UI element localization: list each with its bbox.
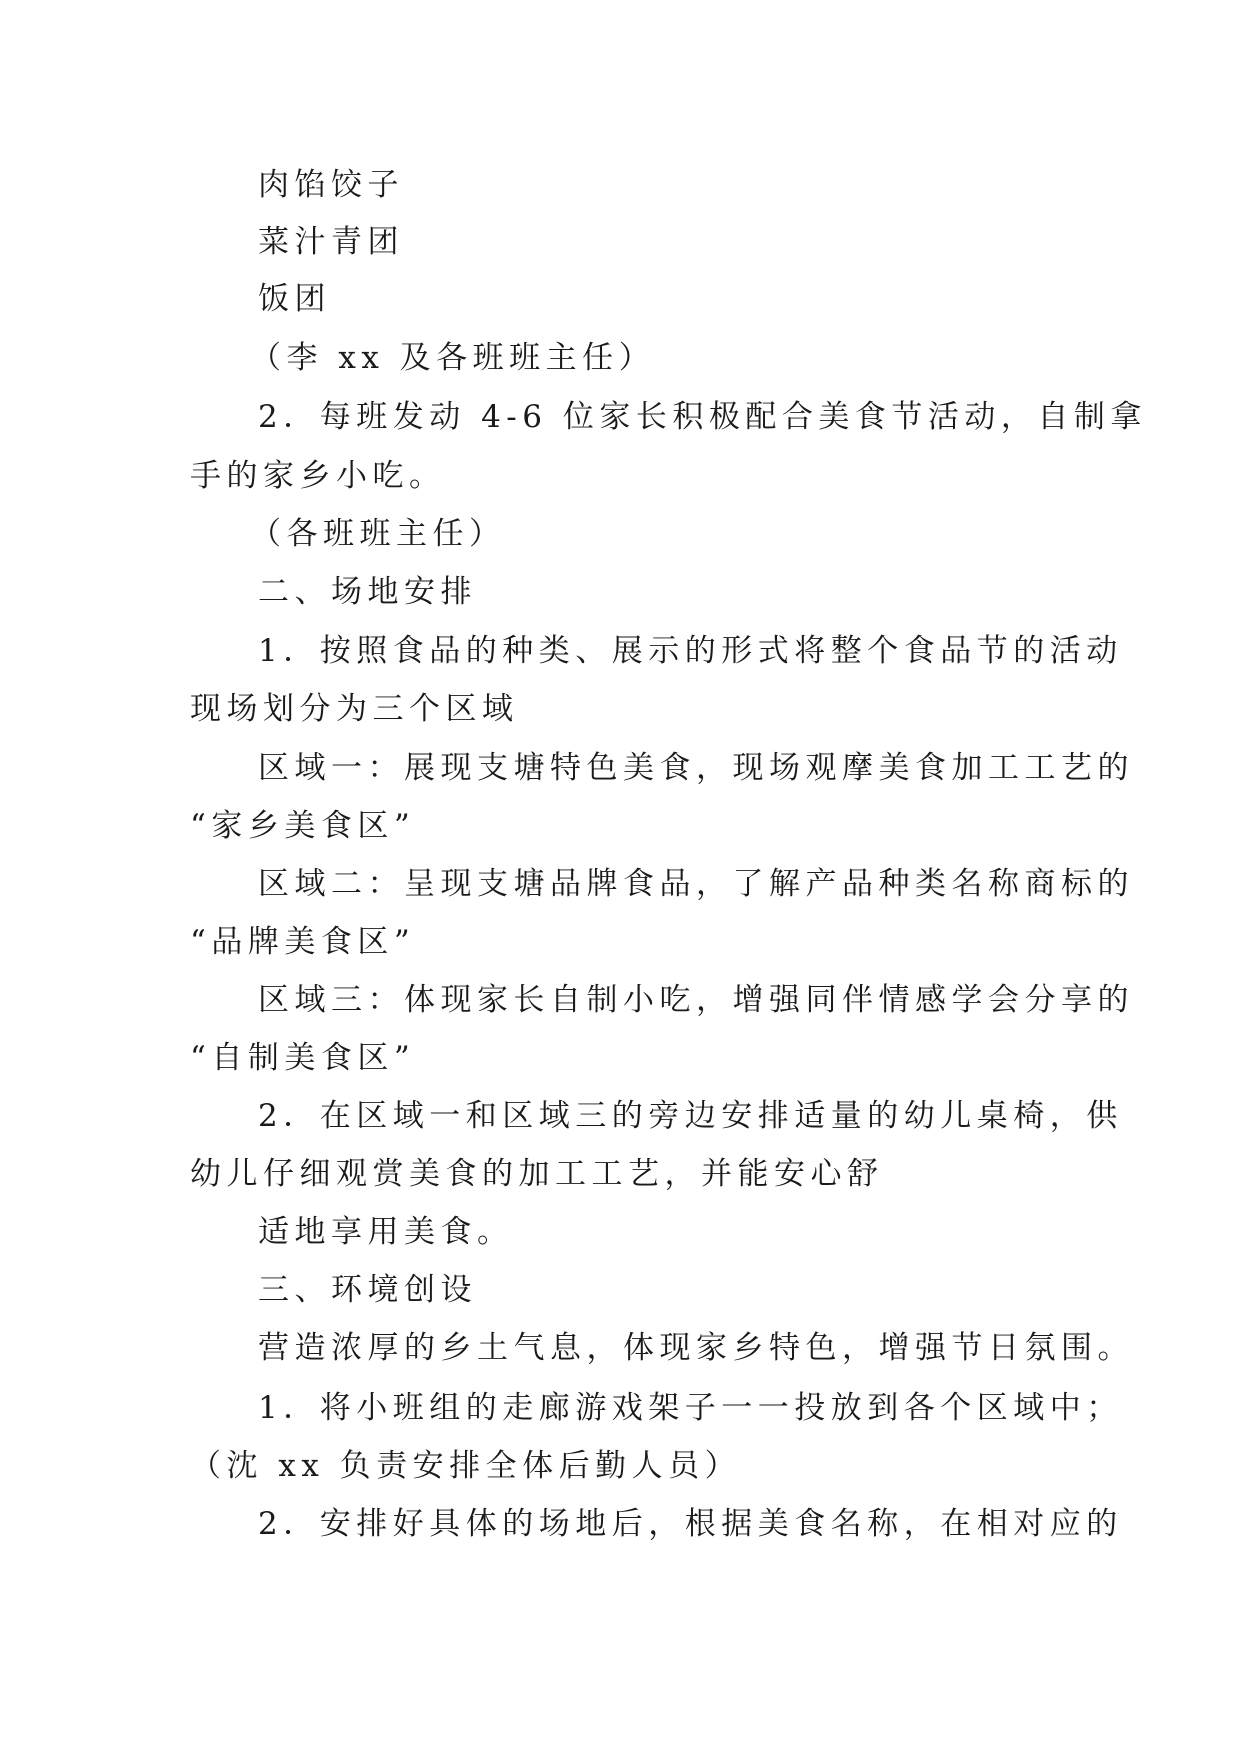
text-line: 1．将小班组的走廊游戏架子一一投放到各个区域中； [258,1390,1123,1426]
text-line: 饭团 [258,281,331,317]
text-line: 肉馅饺子 [258,167,404,203]
text-line: 1．按照食品的种类、展示的形式将整个食品节的活动 [258,633,1123,669]
section-heading: 三、环境创设 [258,1272,477,1308]
text-line: 区域三：体现家长自制小吃，增强同伴情感学会分享的 [258,982,1134,1018]
text-line: （李 xx 及各班班主任） [250,340,656,376]
text-line: 现场划分为三个区域 [190,691,519,727]
text-line: 幼儿仔细观赏美食的加工工艺，并能安心舒 [190,1156,884,1192]
text-line: 区域二：呈现支塘品牌食品，了解产品种类名称商标的 [258,866,1134,902]
section-heading: 二、场地安排 [258,574,477,610]
text-line: （各班班主任） [250,516,506,552]
text-line: 区域一：展现支塘特色美食，现场观摩美食加工工艺的 [258,750,1134,786]
text-line: “自制美食区” [190,1040,416,1076]
text-line: “家乡美食区” [190,808,416,844]
text-line: （沈 xx 负责安排全体后勤人员） [190,1448,742,1484]
text-line: 2．在区域一和区域三的旁边安排适量的幼儿桌椅，供 [258,1098,1123,1134]
text-line: 适地享用美食。 [258,1214,514,1250]
text-line: “品牌美食区” [190,924,416,960]
text-line: 2．安排好具体的场地后，根据美食名称，在相对应的 [258,1506,1123,1542]
text-line: 2．每班发动 4-6 位家长积极配合美食节活动，自制拿 [258,399,1147,435]
text-line: 营造浓厚的乡土气息，体现家乡特色，增强节日氛围。 [258,1330,1134,1366]
text-line: 手的家乡小吃。 [190,458,446,494]
text-line: 菜汁青团 [258,224,404,260]
